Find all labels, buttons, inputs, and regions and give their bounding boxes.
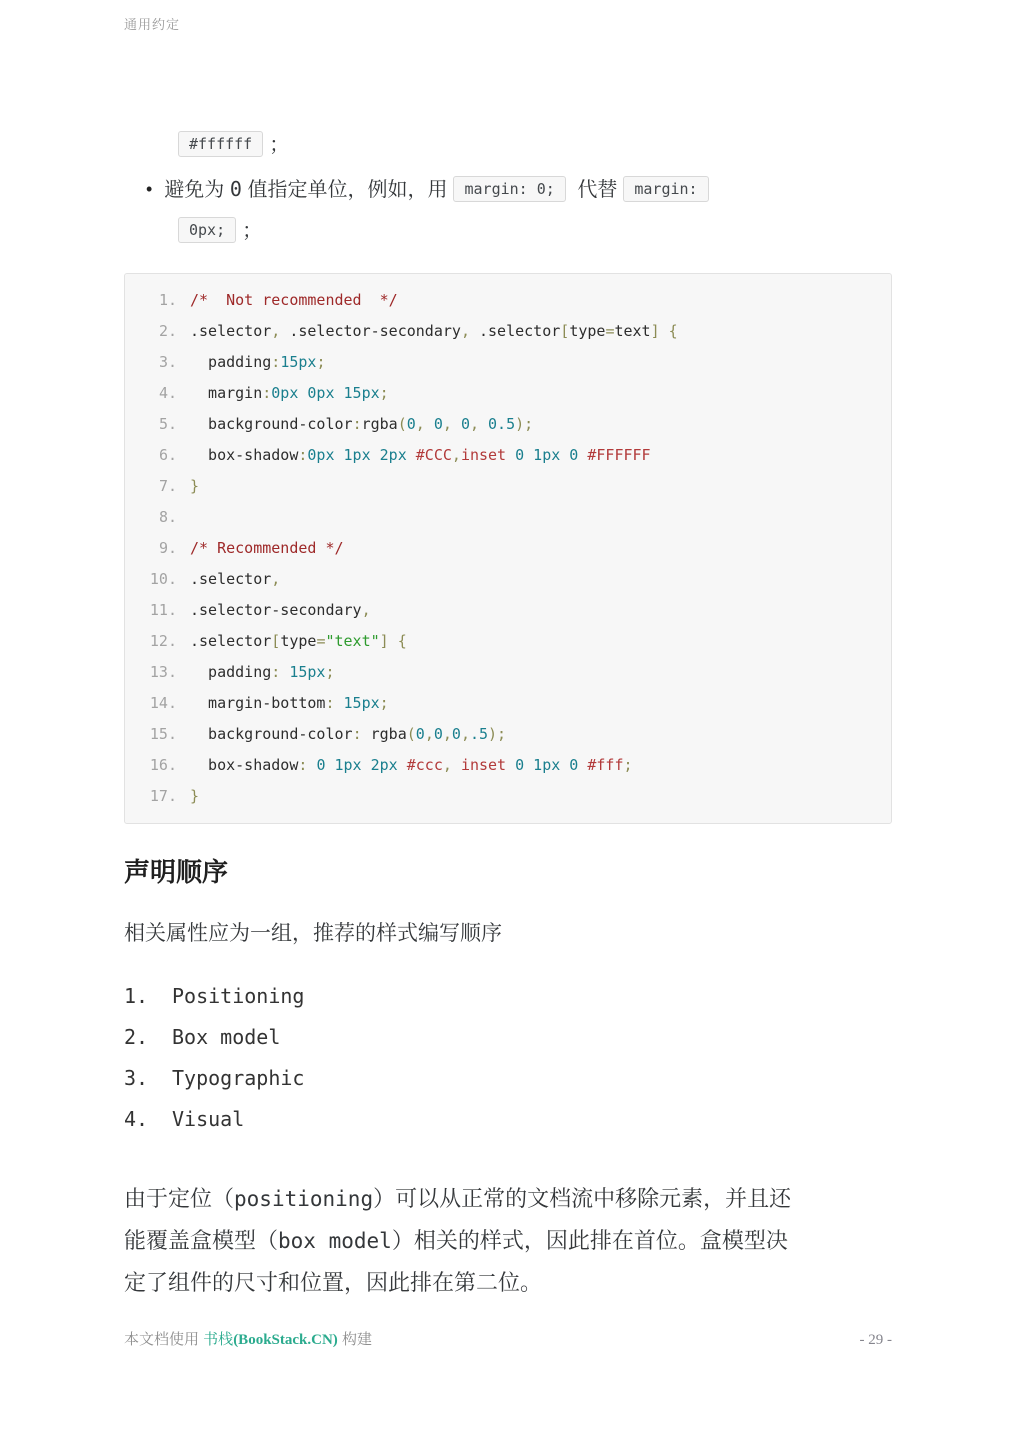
text-segment: ）可以从正常的文档流中移除元素，并且还 (373, 1186, 792, 1211)
code-token: : (262, 384, 272, 402)
code-token: 0.5 (488, 415, 516, 433)
bookstack-link-en: (BookStack.CN) (233, 1332, 338, 1348)
code-token: = (605, 322, 615, 340)
list-item-text-line1 (164, 173, 714, 206)
line-number: 4. (158, 384, 177, 402)
list-item (146, 173, 892, 206)
ordered-list-number: 1. (124, 984, 149, 1008)
code-token: 15px (289, 663, 326, 681)
code-token: : (325, 694, 344, 712)
code-token: padding (190, 663, 272, 681)
code-line-text (190, 378, 389, 409)
code-line (125, 533, 891, 564)
line-number: 11. (149, 601, 177, 619)
code-line (125, 781, 891, 812)
code-token: /* Recommended */ (190, 539, 344, 557)
code-line-text (190, 688, 389, 719)
line-number: 1. (158, 291, 177, 309)
ordered-list-label: Visual (172, 1107, 245, 1131)
code-token: : (298, 446, 308, 464)
code-token: inset (460, 446, 507, 464)
inline-code: 0px; (178, 217, 236, 243)
code-token: type (569, 322, 606, 340)
code-token: 15px (280, 353, 317, 371)
text-segment: 定了组件的尺寸和位置，因此排在第二位。 (124, 1270, 543, 1295)
code-token: : (352, 415, 362, 433)
code-token: .5 (469, 725, 489, 743)
code-token: , (415, 415, 434, 433)
code-line (125, 316, 891, 347)
code-token: rgba (370, 725, 407, 743)
code-token: 0 (451, 725, 461, 743)
code-line (125, 471, 891, 502)
code-line-text (190, 347, 325, 378)
text-segment: 由于定位（ (124, 1186, 235, 1211)
code-token: 0 1px 0 (515, 756, 579, 774)
code-line-text (190, 595, 371, 626)
code-token: ; (325, 663, 335, 681)
code-token: [ (271, 632, 281, 650)
section-lead-paragraph: 相关属性应为一组，推荐的样式编写顺序 (124, 922, 502, 945)
code-block (124, 273, 892, 824)
code-token: .selector (190, 322, 272, 340)
code-token: : (352, 725, 371, 743)
line-number: 12. (149, 632, 177, 650)
code-token: ; (623, 756, 633, 774)
line-number: 3. (158, 353, 177, 371)
code-token: ] { (650, 322, 678, 340)
code-token: .selector (190, 570, 272, 588)
code-token: .selector-secondary (190, 601, 362, 619)
text-segment: ）相关的样式，因此排在首位。盒模型决 (391, 1228, 788, 1253)
code-token: margin-bottom (190, 694, 326, 712)
code-line-text (190, 316, 678, 347)
code-token: inset (460, 756, 507, 774)
inline-code: margin: 0; (453, 176, 565, 202)
ordered-list-item (124, 1017, 892, 1058)
code-token: ; (379, 384, 389, 402)
text-segment: 值指定单位，例如，用 (241, 179, 448, 201)
code-line-text (190, 750, 633, 781)
line-number: 13. (149, 663, 177, 681)
section-title: 声明顺序 (124, 857, 229, 887)
code-token: , (460, 725, 470, 743)
code-token: ); (515, 415, 534, 433)
code-token: text (614, 322, 651, 340)
code-token: #FFFFFF (587, 446, 651, 464)
ordered-list-label: Box model (172, 1025, 281, 1049)
code-line-text (190, 657, 335, 688)
code-line (125, 626, 891, 657)
code-token: 0px 1px 2px (307, 446, 407, 464)
line-number: 14. (149, 694, 177, 712)
code-line-text (190, 409, 533, 440)
code-line (125, 347, 891, 378)
code-line-text (190, 781, 199, 812)
line-number: 10. (149, 570, 177, 588)
ordered-list (124, 976, 892, 1140)
text-segment: ； (269, 134, 290, 156)
code-line (125, 688, 891, 719)
line-number: 5. (158, 415, 177, 433)
code-line (125, 378, 891, 409)
code-token: #fff (587, 756, 624, 774)
code-token: #ccc (406, 756, 443, 774)
text-segment: 避免为 (164, 179, 230, 201)
code-token: 0 1px 0 (515, 446, 579, 464)
code-token: , (460, 322, 470, 340)
code-token: , (271, 570, 281, 588)
code-line-text (190, 719, 506, 750)
code-token: ; (316, 353, 326, 371)
code-token: type (280, 632, 317, 650)
code-token: : (271, 663, 290, 681)
line-number: 6. (158, 446, 177, 464)
code-line (125, 750, 891, 781)
code-token: 0 1px 2px (316, 756, 398, 774)
ordered-list-label: Typographic (172, 1066, 305, 1090)
code-line (125, 595, 891, 626)
footer-suffix: 构建 (337, 1331, 372, 1348)
code-line-text (190, 440, 651, 471)
inline-code: #ffffff (178, 131, 263, 157)
code-token (398, 756, 407, 774)
code-token: .selector (190, 632, 272, 650)
ordered-list-item (124, 1058, 892, 1099)
ordered-list-item (124, 1099, 892, 1140)
code-token: 15px (343, 694, 380, 712)
code-line (125, 409, 891, 440)
code-token: box-shadow (190, 446, 299, 464)
code-token: , (469, 415, 489, 433)
line-number: 17. (149, 787, 177, 805)
code-token (506, 446, 515, 464)
line-number: 7. (158, 477, 177, 495)
code-token: 0 (415, 725, 425, 743)
bookstack-link[interactable] (203, 1331, 338, 1348)
line-number: 15. (149, 725, 177, 743)
code-token: rgba (361, 415, 398, 433)
line-number: 8. (158, 508, 177, 526)
code-token: 0 (433, 415, 443, 433)
ordered-list-number: 3. (124, 1066, 149, 1090)
code-token: : (298, 756, 317, 774)
list-item-continuation (172, 130, 892, 160)
inline-mono-text: 0 (229, 177, 242, 201)
code-token: 0 (433, 725, 443, 743)
code-token: margin (190, 384, 263, 402)
code-token: ); (488, 725, 507, 743)
text-segment: 能覆盖盒模型（ (124, 1228, 279, 1253)
code-token: #CCC (415, 446, 452, 464)
bullet-marker: • (146, 179, 153, 199)
code-line (125, 719, 891, 750)
paragraph-line (124, 1262, 892, 1304)
text-segment: 代替 (571, 179, 618, 201)
code-token: 0px 0px 15px (271, 384, 380, 402)
running-header: 通用约定 (124, 17, 181, 32)
code-token: ( (397, 415, 407, 433)
code-token (407, 446, 416, 464)
code-token: background-color (190, 725, 353, 743)
code-token: box-shadow (190, 756, 299, 774)
code-token: 0 (406, 415, 416, 433)
text-segment: ； (242, 220, 263, 242)
code-token: , (361, 601, 371, 619)
list-item-text-line2 (172, 215, 892, 247)
code-token: , (271, 322, 281, 340)
code-line-text (190, 626, 407, 657)
footer-prefix: 本文档使用 (124, 1331, 204, 1348)
code-token: , (442, 725, 452, 743)
line-number: 2. (158, 322, 177, 340)
code-line-text (190, 533, 344, 564)
paragraph-line (124, 1178, 892, 1220)
code-token: /* Not recommended */ (190, 291, 398, 309)
body-paragraph (124, 1178, 892, 1304)
code-lines (125, 285, 891, 812)
code-token: .selector (469, 322, 561, 340)
code-token: padding (190, 353, 272, 371)
inline-mono-text: box model (278, 1229, 392, 1253)
code-line (125, 285, 891, 316)
code-token (506, 756, 515, 774)
footer-builder-note (124, 1328, 372, 1349)
code-token: = (316, 632, 326, 650)
code-token: , (442, 415, 461, 433)
code-token: ( (406, 725, 416, 743)
paragraph-line (124, 1220, 892, 1262)
inline-mono-text: positioning (234, 1187, 374, 1211)
line-number: 9. (158, 539, 177, 557)
code-token: : (271, 353, 281, 371)
page-number: - 29 - (859, 1332, 892, 1348)
code-token: ; (379, 694, 389, 712)
code-token: .selector-secondary (280, 322, 461, 340)
code-token: } (190, 477, 200, 495)
ordered-list-item (124, 976, 892, 1017)
line-number: 16. (149, 756, 177, 774)
code-token: [ (560, 322, 570, 340)
code-line (125, 440, 891, 471)
code-token: } (190, 787, 200, 805)
ordered-list-label: Positioning (172, 984, 305, 1008)
code-token: , (451, 446, 461, 464)
page-footer (124, 1328, 892, 1349)
code-line (125, 564, 891, 595)
code-token: ] { (379, 632, 407, 650)
code-token: , (442, 756, 461, 774)
code-token: "text" (325, 632, 380, 650)
code-token: , (424, 725, 434, 743)
bookstack-link-cn: 书栈 (203, 1331, 234, 1348)
inline-code: margin: (623, 176, 708, 202)
code-line-text (190, 471, 199, 502)
code-line-text (190, 564, 280, 595)
ordered-list-number: 4. (124, 1107, 149, 1131)
code-line (125, 657, 891, 688)
code-token: 0 (460, 415, 470, 433)
ordered-list-number: 2. (124, 1025, 149, 1049)
code-line (125, 502, 891, 533)
code-line-text (190, 285, 398, 316)
code-token: background-color (190, 415, 353, 433)
